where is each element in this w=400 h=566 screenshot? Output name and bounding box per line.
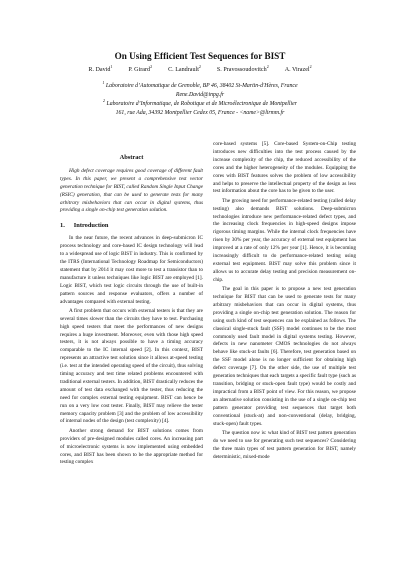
paragraph: Another strong demand for BIST solutions comes from providers of pre-designed modules called cores. An increasing part of microelectronic systems is now implemented using embedded cores, and BIST has been shown to be the appropriate method for testing complex [60, 427, 203, 466]
affiliation-email: Rene.David@inpg.fr [175, 91, 225, 98]
author: C. Landrault$^2$ [168, 64, 201, 74]
author: A. Virazel$^2$ [284, 64, 312, 74]
abstract-heading: Abstract [119, 154, 144, 161]
abstract-text: High defect coverage requires good coverage of different fault types. In this paper, we present a comprehensive test vector generation technique for BIST, called Random Single Input Change (RSIC) generation, that can be used to generate tests for many arbitrary misbehaviors that can occur in digital systems, thus providing a single on-chip test generation solution. [60, 167, 203, 214]
paragraph: In the near future, the recent advances in deep-submicron IC process technology and core-based IC design technology will lead to a widespread use of logic BIST in industry. This is confirmed by the ITRS (International Technology Roadmap for Semiconductors) statement that by 2014 it may cost more to test a transistor than to manufacture it unless techniques like logic BIST are employed [1]. Logic BIST, which test logic circuits through the use of built-in pattern sources and response evaluators, offers a number of advantages compared with external testing. [60, 235, 203, 305]
paragraph: The goal in this paper is to propose a new test generation technique for BIST that can be used to generate tests for many arbitrary misbehaviors that can occur in digital systems, thus providing a single on-chip test generation solution. The reason for using such kind of test sequences can be explained as follows. The classical single-stuck fault (SSF) model continues to be the most commonly used fault model in digital systems testing. However, defects in new nanometer CMOS technologies do not always behave like stuck-at faults [6]. Therefore, test generation based on the SSF model alone is no longer sufficient for obtaining high defect coverage [7]. On the other side, the use of multiple test generation techniques that each targets a specific fault type (such as transition, bridging or stuck-open fault type) would be costly and impractical from a BIST point of view. For this reason, we propose an alternative solution consisting in the use of a single on-chip test pattern generator providing test sequences that target both conventional (stuck-at) and non-conventional (delay, bridging, stuck-open) fault types. [213, 286, 356, 427]
paragraph: core-based systems [5]. Core-based System-on-Chip testing introduces new difficulties into the test process caused by the increase complexity of the chip, the reduced accessibility of the cores and the higher heterogeneity of the modules. Equipping the cores with BIST features solves the problem of low accessibility and helps to preserve the intellectual property of the design as less test information about the core has to be given to the user. [213, 141, 356, 195]
author: P. Girard$^2$ [128, 64, 153, 74]
affiliation-grenoble: $^1$ Laboratoire d’Automatique de Grenoble, BP 46, 38402 St-Martin-d'Hères, France Rene.David@inpg.fr [0, 82, 400, 99]
affiliation-montpellier: $^2$ Laboratoire d’Informatique, de Robotique et de Microélectronique de Montpellier 161, rue Ada, 34392 Montpellier Cedex 05, France - <name>@lirmm.fr [0, 100, 400, 117]
section-title: Introduction [73, 222, 109, 230]
author: R. David$^1$ [88, 64, 113, 74]
author: S. Pravossoudovitch$^2$ [216, 64, 269, 74]
left-column [60, 141, 203, 467]
author-list [0, 64, 400, 74]
paragraph: The growing need for performance-related testing (called delay testing) also demands BIST solutions. Deep-submicron technologies introduce new performance-related defect types, and the increasing clock frequencies in high-speed designs impose rigorous timing margins. While the internal clock frequencies have risen by 30% per year, the accuracy of external test equipment has improved at a rate of only 12% per year [1]. Hence, it is becoming increasingly difficult to do performance-related testing using external test equipment. BIST may solve this problem since it allows us to accurate delay testing and precision measurement on-chip. [213, 197, 356, 283]
paper-title: On Using Efficient Test Sequences for BIST [114, 51, 286, 61]
affiliation-address: 161, rue Ada, 34392 Montpellier Cedex 05, France - <name>@lirmm.fr [115, 109, 285, 116]
paragraph: A first problem that occurs with external testers is that they are several times slower than the circuits they have to test. Purchasing high speed testers that meet the performances of new designs requires a huge investment. Moreover, even with those high speed testers, it is not always possible to have a timing accuracy comparable to the IC internal speed [2]. In this context, BIST represents an attractive test solution since it allows at-speed testing (i.e. test at the intended operating speed of the circuit), thus solving timing accuracy and test time related problems encountered with traditional external testers. In addition, BIST drastically reduces the amount of test data exchanged with the tester, thus reducing the need for complex external testing equipment. BIST can hence be run on a very low cost tester. Finally, BIST may relieve the tester memory capacity problem [3] and the problem of low accessibility of internal nodes of the design (test complexity) [4]. [60, 307, 203, 425]
section-heading [60, 222, 203, 230]
right-column [213, 141, 356, 461]
section-number: 1. [60, 222, 65, 230]
paragraph: The question now is: what kind of BIST test pattern generation do we need to use for generating such test sequences? Considering the three main types of test pattern generation for BIST, namely deterministic, mixed-mode [213, 429, 356, 460]
